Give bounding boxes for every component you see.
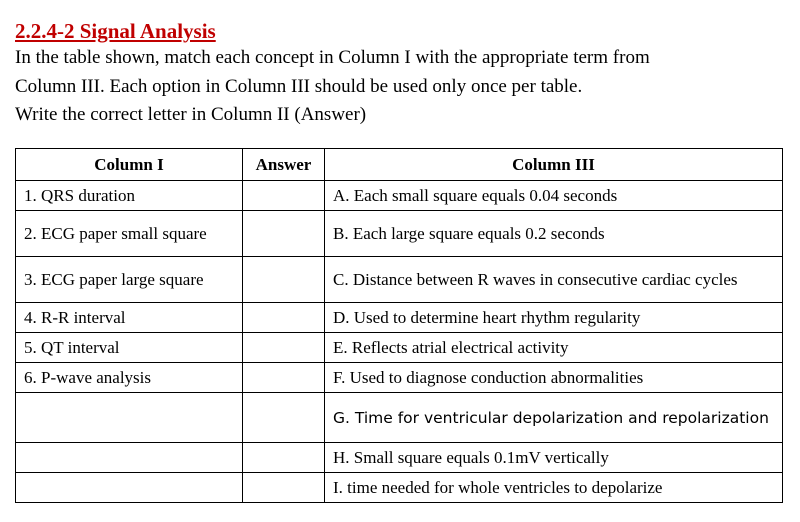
option-cell: E. Reflects atrial electrical activity (325, 333, 783, 363)
table-row (16, 473, 783, 503)
concept-cell: 2. ECG paper small square (16, 211, 243, 257)
table-row (16, 211, 783, 257)
answer-cell[interactable] (243, 443, 325, 473)
matching-table (15, 148, 783, 503)
answer-cell[interactable] (243, 211, 325, 257)
instructions-line-2: Column III. Each option in Column III should be used only once per table. (15, 75, 583, 97)
answer-cell[interactable] (243, 303, 325, 333)
table-row (16, 303, 783, 333)
answer-cell[interactable] (243, 333, 325, 363)
option-cell: G. Time for ventricular depolarization and repolarization (325, 393, 783, 443)
table-row (16, 181, 783, 211)
concept-cell (16, 393, 243, 443)
answer-cell[interactable] (243, 473, 325, 503)
instructions-line-1: In the table shown, match each concept in Column I with the appropriate term from (15, 47, 650, 68)
option-cell: A. Each small square equals 0.04 seconds (325, 181, 783, 211)
concept-cell (16, 473, 243, 503)
table-row (16, 363, 783, 393)
instructions-line-3: Write the correct letter in Column II (Answer) (15, 104, 367, 125)
section-heading: 2.2.4-2 Signal Analysis (15, 19, 216, 43)
answer-cell[interactable] (243, 181, 325, 211)
table-header-row (16, 149, 783, 181)
answer-cell[interactable] (243, 393, 325, 443)
table-row (16, 257, 783, 303)
concept-cell (16, 443, 243, 473)
table-row (16, 333, 783, 363)
concept-cell: 5. QT interval (16, 333, 243, 363)
option-cell: F. Used to diagnose conduction abnormalities (325, 363, 783, 393)
header-column-i: Column I (16, 149, 243, 181)
header-column-iii: Column III (325, 149, 783, 181)
answer-cell[interactable] (243, 257, 325, 303)
header-answer: Answer (243, 149, 325, 181)
answer-cell[interactable] (243, 363, 325, 393)
option-cell: I. time needed for whole ventricles to depolarize (325, 473, 783, 503)
concept-cell: 4. R-R interval (16, 303, 243, 333)
option-cell: C. Distance between R waves in consecutive cardiac cycles (325, 257, 783, 303)
option-cell: H. Small square equals 0.1mV vertically (325, 443, 783, 473)
document-page (15, 18, 785, 130)
table-row (16, 443, 783, 473)
table-row (16, 393, 783, 443)
concept-cell: 1. QRS duration (16, 181, 243, 211)
option-cell: B. Each large square equals 0.2 seconds (325, 211, 783, 257)
concept-cell: 3. ECG paper large square (16, 257, 243, 303)
option-cell: D. Used to determine heart rhythm regularity (325, 303, 783, 333)
concept-cell: 6. P-wave analysis (16, 363, 243, 393)
